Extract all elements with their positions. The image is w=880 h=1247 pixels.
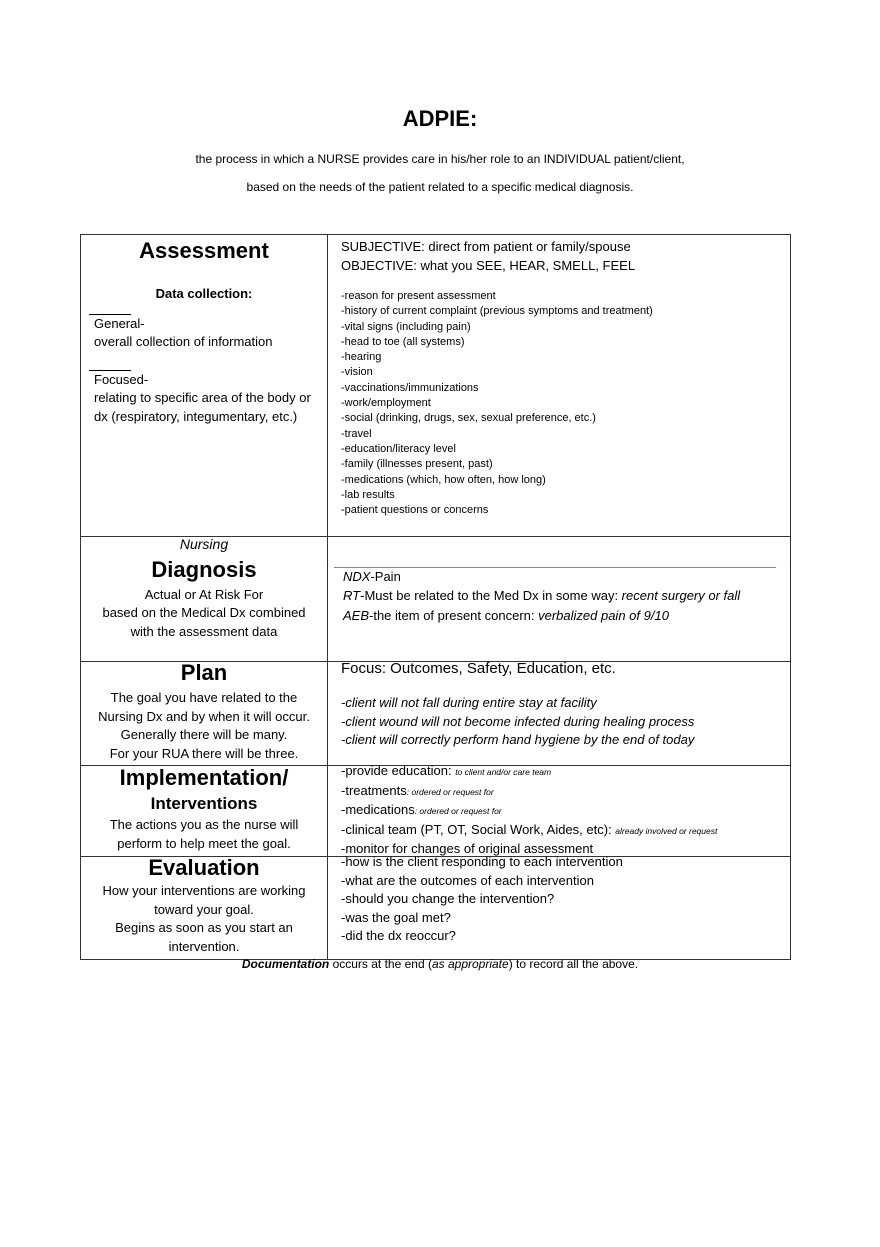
- evaluation-heading: Evaluation: [148, 855, 260, 880]
- ndx-text: -Pain: [370, 569, 401, 584]
- implementation-heading: Implementation/: [119, 765, 289, 790]
- aeb-abbr: AEB: [343, 608, 370, 623]
- list-item: -lab results: [341, 488, 395, 501]
- list-item: -hearing: [341, 351, 382, 364]
- rt-line: [343, 587, 791, 606]
- implementation-desc-1: The actions you as the nurse will: [109, 817, 299, 832]
- blue-rule: [334, 567, 776, 568]
- list-item: -head to toe (all systems): [341, 335, 465, 348]
- list-item: -patient questions or concerns: [341, 504, 489, 517]
- plan-desc-4: For your RUA there will be three.: [109, 745, 299, 761]
- page-title: ADPIE:: [402, 106, 478, 131]
- data-collection-label: Data collection:: [155, 286, 253, 301]
- evaluation-left-cell: [81, 854, 327, 956]
- nursing-label: Nursing: [179, 536, 229, 552]
- diagnosis-right-cell: [328, 565, 791, 626]
- plan-heading: Plan: [180, 660, 228, 685]
- list-item: -client will not fall during entire stay at facility: [341, 695, 597, 710]
- plan-left-cell: [81, 659, 327, 763]
- assessment-heading: Assessment: [139, 238, 269, 263]
- objective-line: OBJECTIVE: what you SEE, HEAR, SMELL, FEEL: [341, 257, 636, 273]
- plan-focus: Focus: Outcomes, Safety, Education, etc.: [341, 660, 616, 677]
- list-item: -client wound will not become infected during healing process: [341, 713, 695, 729]
- evaluation-desc-4: intervention.: [168, 938, 240, 954]
- plan-right-cell: [328, 659, 791, 750]
- list-item: -what are the outcomes of each intervention: [341, 872, 594, 888]
- list-item: -vital signs (including pain): [341, 320, 471, 333]
- list-item: -did the dx reoccur?: [341, 928, 456, 943]
- subjective-line: SUBJECTIVE: direct from patient or family/spouse: [341, 239, 631, 254]
- interventions-heading: Interventions: [150, 794, 258, 813]
- list-item: -vision: [341, 366, 373, 379]
- diagnosis-heading: Diagnosis: [151, 556, 257, 582]
- list-item: -history of current complaint (previous symptoms and treatment): [341, 305, 653, 318]
- list-item: -clinical team (PT, OT, Social Work, Aides, etc): already involved or request: [341, 821, 718, 837]
- list-item: -work/employment: [341, 397, 431, 410]
- list-item: -monitor for changes of original assessment: [341, 841, 594, 856]
- list-item: -how is the client responding to each intervention: [341, 854, 623, 869]
- footer-italic: as appropriate: [431, 957, 509, 971]
- focused-desc-1: relating to specific area of the body or: [94, 390, 311, 405]
- diagnosis-left-cell: [81, 535, 327, 641]
- list-item: -travel: [341, 427, 372, 440]
- adpie-table: [80, 234, 791, 960]
- evaluation-desc-2: toward your goal.: [154, 901, 254, 917]
- list-item: -reason for present assessment: [341, 290, 496, 302]
- focused-desc-2: dx (respiratory, integumentary, etc.): [94, 408, 298, 424]
- general-label: General-: [94, 315, 145, 331]
- diagnosis-desc-2: based on the Medical Dx combined: [102, 605, 306, 620]
- list-item: -medications: ordered or request for: [341, 802, 502, 817]
- list-item: -treatments: ordered or request for: [341, 782, 494, 798]
- implementation-right-cell: [328, 762, 791, 860]
- rt-example: recent surgery or fall: [621, 587, 741, 603]
- documentation-word: Documentation: [241, 957, 330, 971]
- list-item: -was the goal met?: [341, 909, 451, 925]
- plan-desc-1: The goal you have related to the: [110, 690, 298, 705]
- assessment-left-cell: [81, 235, 327, 426]
- implementation-left-cell: [81, 764, 327, 853]
- documentation-note: [0, 957, 880, 971]
- rt-abbr: RT: [343, 587, 361, 603]
- list-item: -medications (which, how often, how long): [341, 473, 546, 486]
- implementation-desc-2: perform to help meet the goal.: [117, 835, 291, 851]
- assessment-right-cell: [328, 238, 791, 518]
- footer-text-2: ) to record all the above.: [508, 957, 639, 971]
- list-item: -family (illnesses present, past): [341, 458, 493, 471]
- rt-text: -Must be related to the Med Dx in some way:: [360, 587, 622, 603]
- plan-desc-2: Nursing Dx and by when it will occur.: [98, 708, 310, 724]
- aeb-line: [343, 607, 791, 626]
- ndx-abbr: NDX: [343, 569, 371, 584]
- list-item: -education/literacy level: [341, 442, 456, 455]
- list-item: -client will correctly perform hand hygiene by the end of today: [341, 732, 695, 747]
- evaluation-desc-1: How your interventions are working: [102, 883, 306, 898]
- list-item: -vaccinations/immunizations: [341, 381, 479, 394]
- intro-line-2: based on the needs of the patient related to a specific medical diagnosis.: [246, 180, 634, 194]
- general-desc: overall collection of information: [94, 334, 273, 349]
- plan-desc-3: Generally there will be many.: [120, 727, 288, 742]
- list-item: -should you change the intervention?: [341, 891, 555, 906]
- footer-text-1: occurs at the end (: [329, 957, 432, 971]
- list-item: -provide education: to client and/or care team: [341, 763, 552, 778]
- list-item: -social (drinking, drugs, sex, sexual preference, etc.): [341, 412, 596, 425]
- ndx-line: [343, 568, 791, 587]
- diagnosis-desc-1: Actual or At Risk For: [144, 586, 264, 602]
- evaluation-desc-3: Begins as soon as you start an: [115, 920, 293, 935]
- focused-label: Focused-: [94, 371, 149, 387]
- aeb-text: -the item of present concern:: [369, 608, 539, 623]
- diagnosis-desc-3: with the assessment data: [130, 623, 278, 639]
- intro-line-1: the process in which a NURSE provides care in his/her role to an INDIVIDUAL patient/client,: [195, 152, 685, 166]
- aeb-example: verbalized pain of 9/10: [538, 608, 669, 623]
- evaluation-right-cell: [328, 853, 791, 946]
